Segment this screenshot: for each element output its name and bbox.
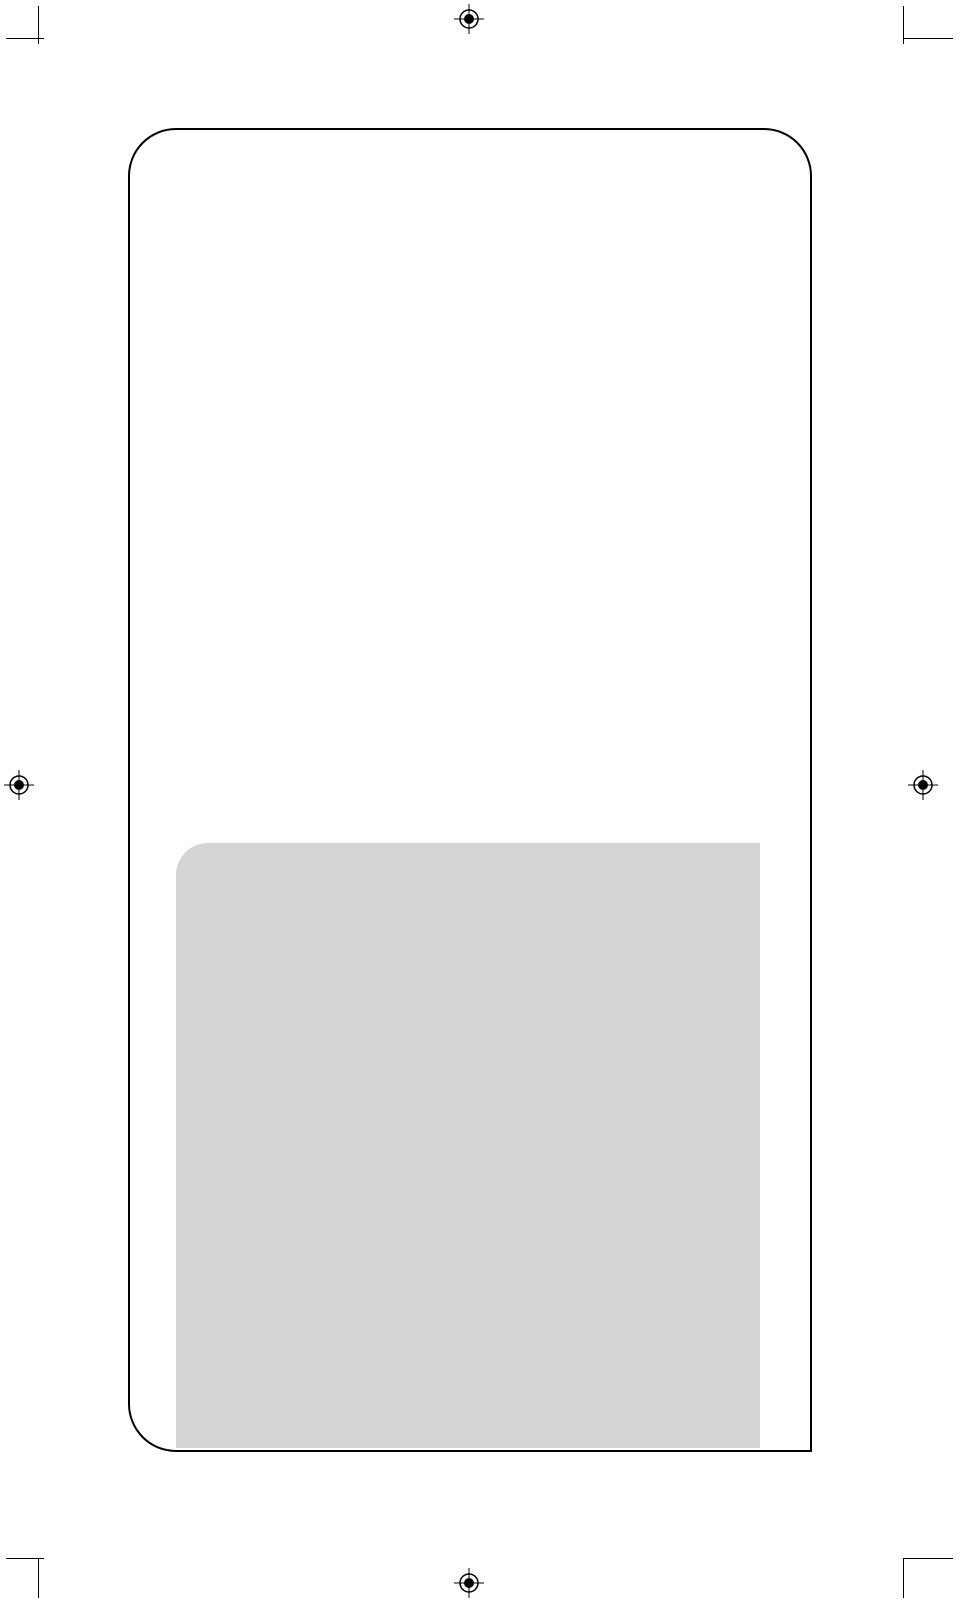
- trim-mark-bl-v: [38, 1558, 39, 1598]
- trim-mark-br-v: [903, 1558, 904, 1598]
- registration-mark-icon: [454, 4, 484, 34]
- trim-mark-br-h: [903, 1558, 953, 1559]
- registration-mark-icon: [908, 770, 938, 800]
- herrar-u18-box: [176, 843, 760, 1448]
- trim-mark-bl-h: [6, 1558, 44, 1559]
- registration-mark-icon: [4, 770, 34, 800]
- registration-mark-icon: [454, 1568, 484, 1598]
- trim-mark-tl-h: [6, 38, 44, 39]
- trim-mark-tr-h: [903, 38, 953, 39]
